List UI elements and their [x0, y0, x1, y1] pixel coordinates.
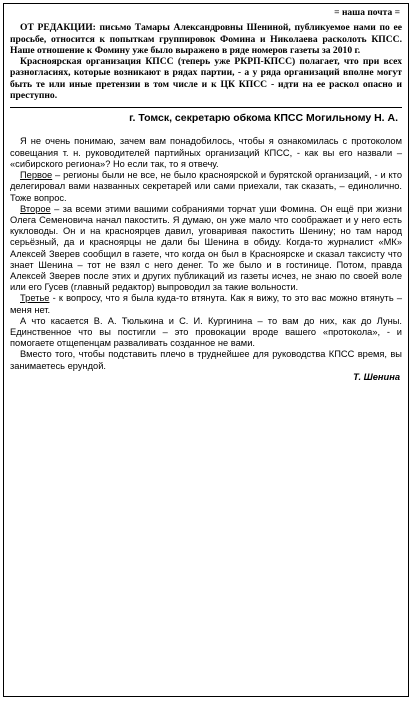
editorial-note [10, 22, 402, 101]
paragraph-lead-second: Второе [20, 203, 51, 214]
letter-paragraph-1: Я не очень понимаю, зачем вам понадобилось, чтобы я ознакомилась с протоколом совещания т. н. руководителей партийных организаций КПСС, - как вы его назвали – «сибирского региона»? Но если так, то я отвечу. [10, 136, 402, 169]
letter-paragraph-4 [10, 293, 402, 315]
letter-paragraph-5: А что касается В. А. Тюлькина и С. И. Кургинина – то вам до них, как до Луны. Единственное что вы постигли – это провокации вроде вашего «протокола», - и помогаете отщепенцам разваливать созданное не вами. [10, 315, 402, 349]
paragraph-text-3: – за всеми этими вашими собраниями торчат уши Фомина. Он ещё при жизни Олега Семеновича начал пакостить. Я думаю, он уже мало что соображает и у него есть кукловоды. Он и на красноярцев давил, уговаривая пакостить Шенину; но там народ серьёзный, да и красноярцы не дали бы Шенина в обиду. Когда-то журналист «МК» Алексей Зверев сообщил в газете, что когда он был в Красноярске и сказал таксисту что знает Шенина – тот не взял с него денег. То же было и в гостинице. Потом, правда Алексей Зверев после этих и других публикаций из газеты исчез, не знаю по своей воле или его Гусев (главный редактор) выпроводил за такие вольности. [10, 203, 402, 293]
paragraph-text-2: – регионы были не все, не было красноярской и бурятской организаций, - и кто делегировал вами названных секретарей или сами приехали, так сказать, – единолично. Тоже вопрос. [10, 170, 402, 203]
signature: Т. Шенина [353, 371, 400, 382]
addressee: г. Томск, секретарю обкома КПСС Могильному Н. А. [129, 112, 398, 125]
rubric-heading: = наша почта = [334, 8, 400, 18]
letter-body [10, 136, 402, 382]
divider [10, 107, 402, 108]
paragraph-lead-third: Третье [20, 293, 50, 304]
editorial-label: ОТ РЕДАКЦИИ: [20, 22, 96, 34]
paragraph-lead-first: Первое [20, 170, 53, 181]
editorial-paragraph-1 [10, 22, 402, 56]
letter-paragraph-6: Вместо того, чтобы подставить плечо в труднейшее для руководства КПСС время, вы занимаетесь ерундой. [10, 349, 402, 371]
letter-page [3, 3, 409, 697]
letter-paragraph-3 [10, 204, 402, 294]
letter-paragraph-2 [10, 170, 402, 204]
editorial-text-1: письмо Тамары Александровны Шениной, публикуемое нами по ее просьбе, относится к попыткам группировок Фомина и Николаева расколоть КПСС. Наше отношение к Фомину уже было выражено в ряде номеров газеты за 2010 г. [10, 22, 402, 56]
paragraph-text-4: - к вопросу, что я была куда-то втянута. Как я вижу, то это вас можно втянуть – меня нет. [10, 293, 402, 315]
editorial-paragraph-2: Красноярская организация КПСС (теперь уже РКРП-КПСС) полагает, что при всех разногласиях, которые возникают в рядах партии, - а у ряда организаций вполне могут быть те или иные претензии в том числе и к ЦК КПСС - идти на ее раскол опасно и преступно. [10, 56, 402, 101]
